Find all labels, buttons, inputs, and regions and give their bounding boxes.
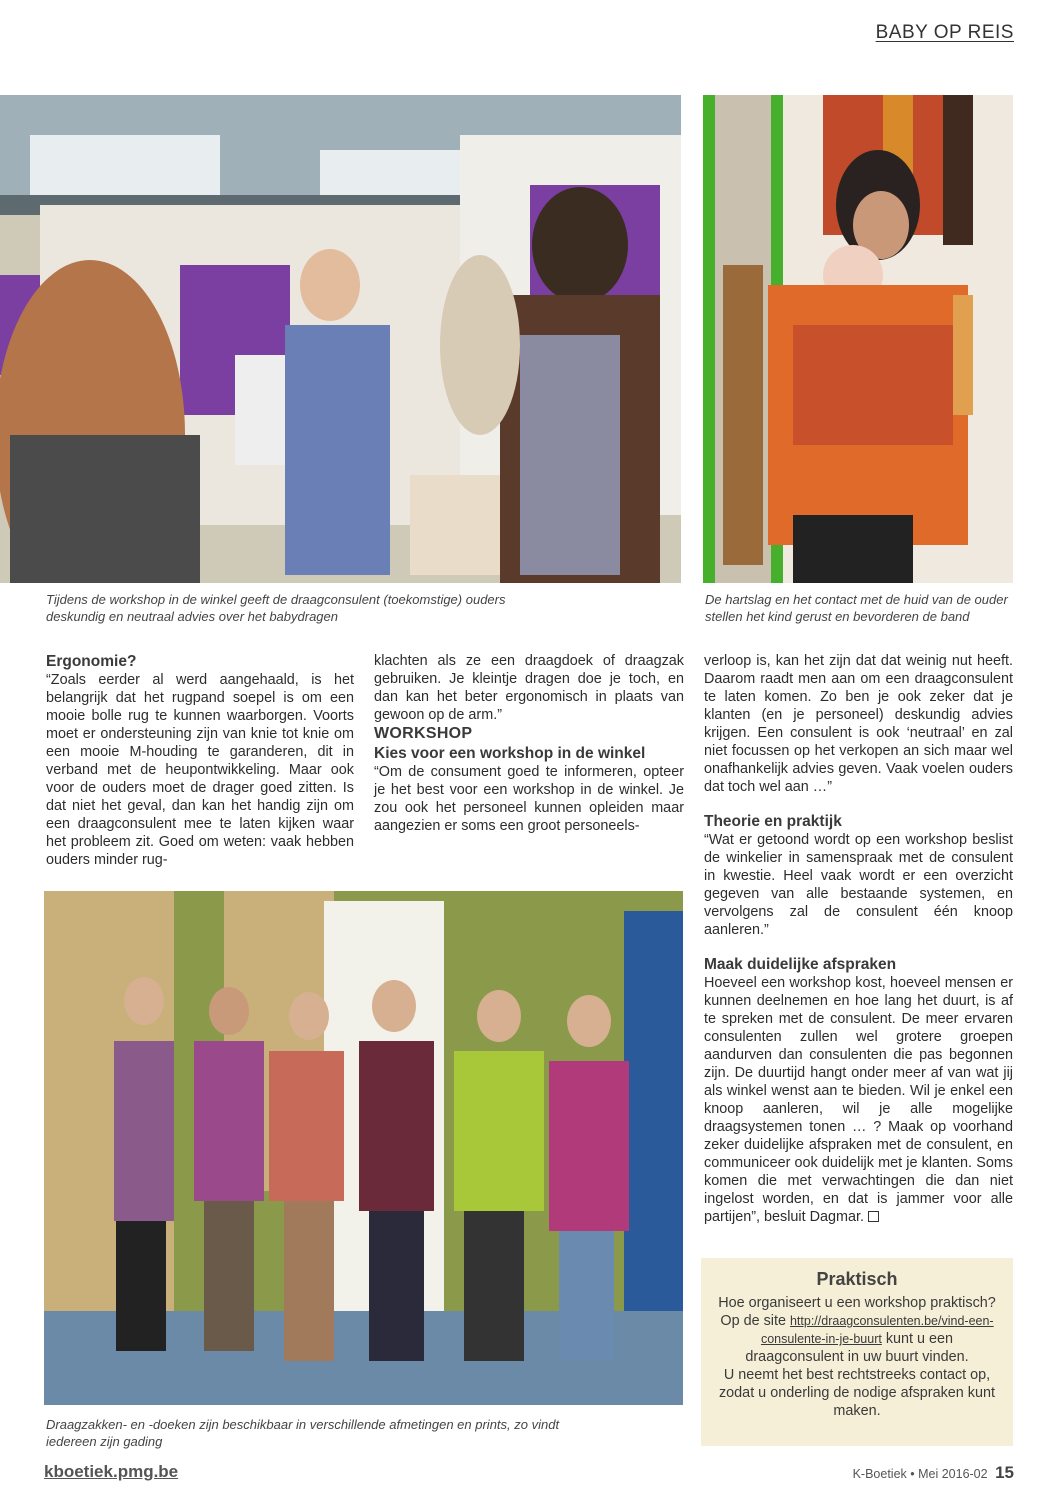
article-column-2 [374,652,684,835]
article-column-3 [704,652,1013,1226]
article-column-1 [46,652,354,869]
paragraph-afspraken-text: Hoeveel een workshop kost, hoeveel mensen er kunnen deelnemen en hoe lang het duurt, is af te spreken met de consulent. De meer ervaren consulenten zullen wel grotere groepen aandurven dan consulenten die pas begonnen zijn. De duurtijd hangt onder meer af van wat jij als winkel wenst aan te bieden. Wil je enkel een knoop aanleren, wil je alle mogelijke draagsystemen tonen … ? Maak op voorhand zeker duidelijke afspraken met de consulent, en communiceer ook duidelijk met je klanten. Soms komen die met verwachtingen die dan niet ingelost worden, en dat is jammer voor alle partijen”, besluit Dagmar. [704,975,1013,1225]
paragraph-theorie: “Wat er getoond wordt op een workshop beslist de winkelier in samenspraak met de consulent in kwestie. Heel vaak wordt er een overzicht gegeven van alle bestaande systemen, en vervolgens zal de consulent één knoop aanleren.” [704,832,1013,938]
photo-caption-parent-baby: De hartslag en het contact met de huid van de ouder stellen het kind gerust en bevorderen de band [705,592,1008,624]
paragraph-workshop: “Om de consument goed te informeren, opteer je het best voor een workshop in de winkel. Je zou ook het personeel kunnen opleiden maar aangezien er soms een groot personeels- [374,764,684,834]
photo-group-carriers [44,891,683,1405]
section-label: BABY OP REIS [875,22,1014,43]
end-of-article-icon [868,1211,879,1222]
footer-issue [853,1463,1014,1483]
page-number: 15 [995,1463,1014,1482]
footer-site[interactable]: kboetiek.pmg.be [44,1462,179,1481]
heading-afspraken: Maak duidelijke afspraken [704,956,897,973]
photo-caption-workshop: Tijdens de workshop in de winkel geeft de draagconsulent (toekomstige) ouders deskundig en neutraal advies over het babydragen [46,592,506,624]
photo-workshop-booth [0,95,681,583]
paragraph-verloop: verloop is, kan het zijn dat dat weinig nut heeft. Daarom raadt men aan om een draagconsulent te laten komen. Zo ben je ook zeker dat je klanten (en je personeel) deskundig advies krijgen. Een consulent is ook ‘neutraal’ en zal niet focussen op het verkopen an sich maar wel onafhankelijk advies geven. Vaak voelen ouders dat toch wel aan …” [704,653,1013,795]
paragraph-afspraken [704,974,1013,1226]
heading-theorie-praktijk: Theorie en praktijk [704,813,842,830]
subheading-workshop-in-winkel: Kies voor een workshop in de winkel [374,745,646,762]
paragraph-klachten: klachten als ze een draagdoek of draagzak gebruiken. Je kleintje dragen doe je toch, en dan kan het beter ergonomisch in plaats van gewoon op de arm.” [374,653,684,723]
info-box-praktisch [701,1258,1013,1446]
footer-issue-text: K-Boetiek • Mei 2016-02 [852,1467,988,1481]
info-box-title: Praktisch [816,1269,898,1289]
photo-caption-group: Draagzakken- en -doeken zijn beschikbaar in verschillende afmetingen en prints, zo vindt iedereen zijn gading [46,1417,560,1449]
info-box-contact: U neemt het best rechtstreeks contact op, zodat u onderling de nodige afspraken kunt maken. [718,1367,996,1419]
draagconsulenten-link[interactable]: http://draagconsulenten.be/vind-een-consulente-in-je-buurt [760,1314,994,1346]
photo-parent-baby [703,95,1013,583]
info-box-question: Hoe organiseert u een workshop praktisch? [718,1295,996,1311]
paragraph-ergonomie: “Zoals eerder al werd aangehaald, is het belangrijk dat het rugpand soepel is om een mooie bolle rug te kunnen waarborgen. Voorts moet er ondersteuning zijn van knie tot knie om een mooie M-houding te garanderen, dit in verband met de heupontwikkeling. Maar ook voor de ouders moet de drager goed zitten. Is dat niet het geval, dan kan het handig zijn om een draagconsulent mee te laten kijken waar het probleem zit. Goed om weten: vaak hebben ouders minder rug- [46,672,354,868]
info-box-site-pre: Op de site [720,1313,790,1329]
heading-ergonomie: Ergonomie? [46,653,137,670]
heading-workshop: WORKSHOP [374,725,473,742]
info-box-site-post: kunt u een draagconsulent in uw buurt vinden. [745,1331,969,1365]
info-box-site-line [713,1312,1001,1366]
